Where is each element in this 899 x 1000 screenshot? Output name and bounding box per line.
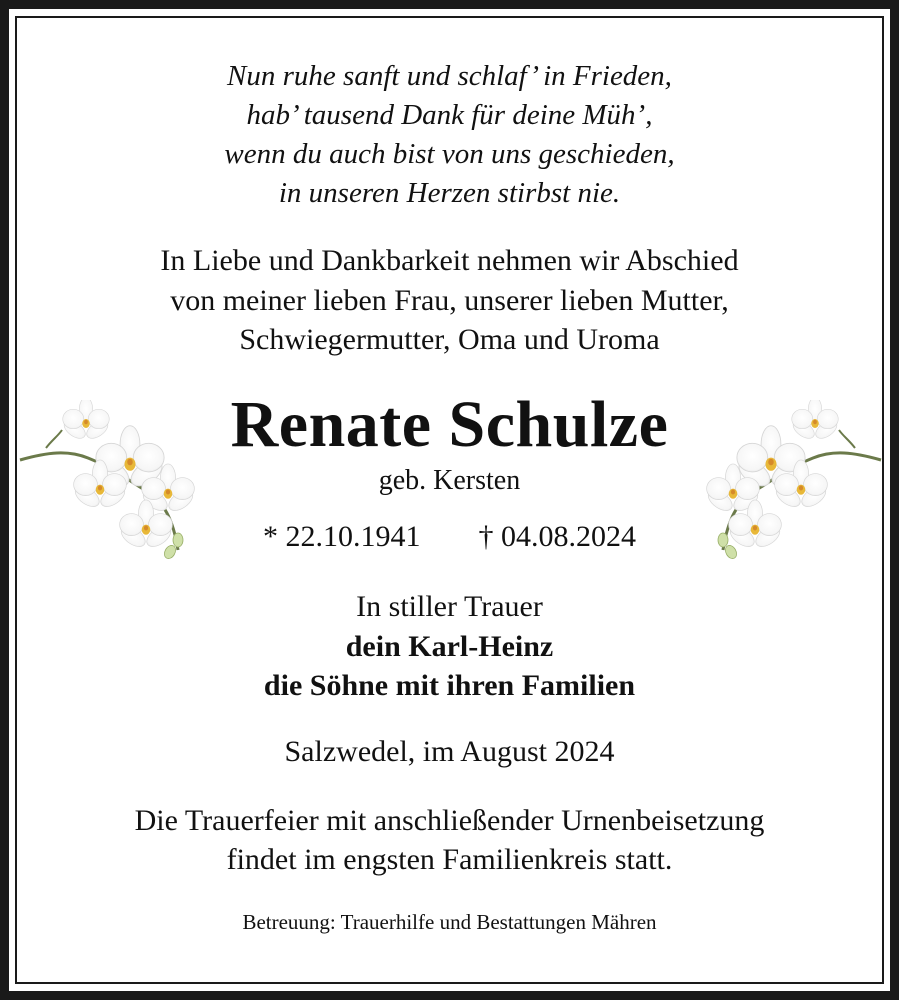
mourner-spouse: dein Karl-Heinz <box>345 630 554 663</box>
poem-line-1: Nun ruhe sanft und schlaf’ in Frieden, <box>227 60 672 92</box>
deceased-name: Renate Schulze <box>230 388 669 461</box>
death-date: † 04.08.2024 <box>478 520 636 553</box>
orchid-right-image <box>698 400 883 565</box>
mourner-sons: die Söhne mit ihren Familien <box>263 669 636 702</box>
maiden-name: geb. Kersten <box>378 465 521 496</box>
intro-line-2: von meiner lieben Frau, unserer lieben Mutter, <box>170 284 729 317</box>
intro-line-1: In Liebe und Dankbarkeit nehmen wir Abschied <box>160 244 739 277</box>
poem-line-2: hab’ tausend Dank für deine Müh’, <box>246 99 653 131</box>
poem-line-4: in unseren Herzen stirbst nie. <box>278 177 621 209</box>
mourners-heading: In stiller Trauer <box>356 590 543 623</box>
poem-line-3: wenn du auch bist von uns geschieden, <box>224 138 675 170</box>
place-date: Salzwedel, im August 2024 <box>284 735 615 768</box>
orchid-left-image <box>18 400 203 565</box>
funeral-note-line-2: findet im engsten Familienkreis statt. <box>226 843 673 876</box>
funeral-note-line-1: Die Trauerfeier mit anschließender Urnenbeisetzung <box>134 804 765 837</box>
birth-date: * 22.10.1941 <box>263 520 421 553</box>
intro-line-3: Schwiegermutter, Oma und Uroma <box>239 323 660 356</box>
undertaker-credit: Betreuung: Trauerhilfe und Bestattungen Mähren <box>242 910 657 934</box>
